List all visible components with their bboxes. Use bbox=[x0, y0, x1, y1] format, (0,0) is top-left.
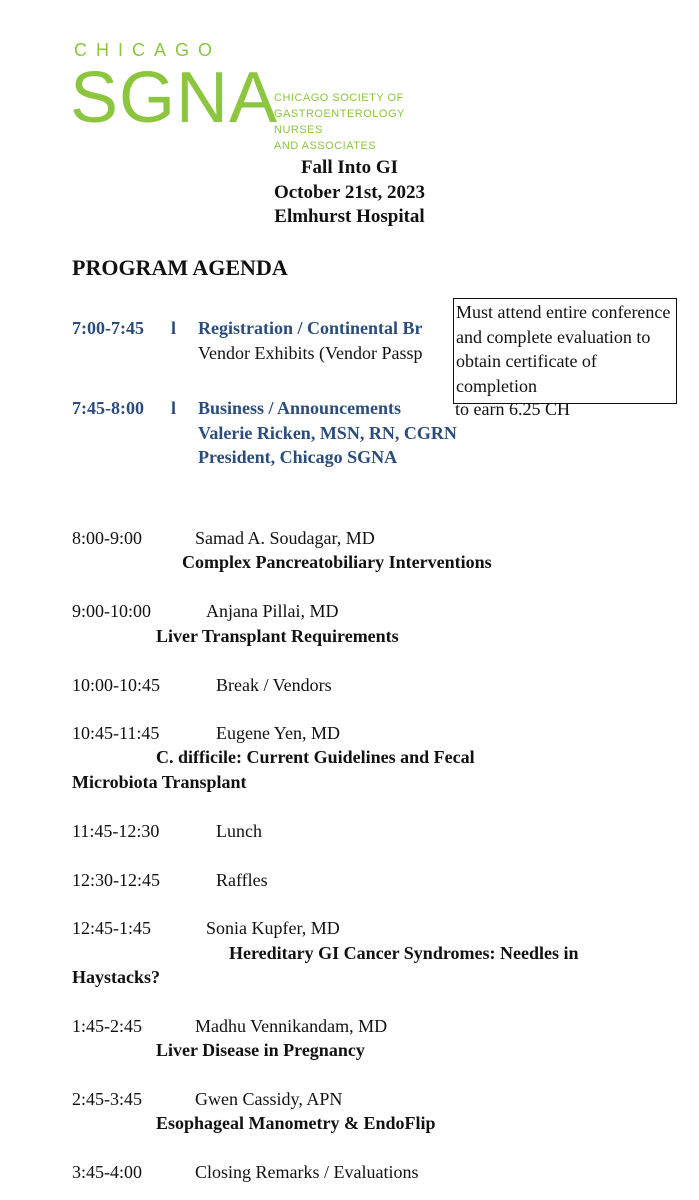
session-title: Liver Disease in Pregnancy bbox=[156, 1040, 365, 1060]
session-separator: l bbox=[171, 398, 177, 418]
session-time: 10:00-10:45 bbox=[72, 675, 160, 695]
session-time: 10:45-11:45 bbox=[72, 723, 160, 743]
logo-subtitle-line: CHICAGO SOCIETY OF bbox=[274, 92, 404, 104]
session-title: C. difficile: Current Guidelines and Fecal bbox=[156, 747, 475, 767]
session-speaker: Madhu Vennikandam, MD bbox=[195, 1016, 388, 1036]
session-time: 2:45-3:45 bbox=[72, 1089, 142, 1109]
session-speaker: Lunch bbox=[216, 821, 262, 841]
logo-acronym: SGNA bbox=[70, 58, 279, 138]
session-time: 12:30-12:45 bbox=[72, 870, 160, 890]
session-speaker: Valerie Ricken, MSN, RN, CGRN bbox=[198, 423, 457, 443]
session-title: Business / Announcements bbox=[198, 398, 402, 418]
session-title-continued: Microbiota Transplant bbox=[72, 772, 247, 792]
event-title: Fall Into GI bbox=[300, 157, 399, 178]
session-time: 7:00-7:45 bbox=[72, 318, 144, 338]
chicago-sgna-logo bbox=[70, 40, 438, 152]
session-speaker: Sonia Kupfer, MD bbox=[206, 918, 340, 938]
event-venue: Elmhurst Hospital bbox=[274, 206, 425, 227]
session-speaker: Closing Remarks / Evaluations bbox=[195, 1162, 419, 1182]
session-speaker: Break / Vendors bbox=[216, 675, 332, 695]
session-time: 11:45-12:30 bbox=[72, 821, 160, 841]
session-title: Complex Pancreatobiliary Interventions bbox=[182, 552, 492, 572]
session-time: 8:00-9:00 bbox=[72, 528, 142, 548]
session-title: Hereditary GI Cancer Syndromes: Needles in bbox=[229, 943, 579, 963]
session-speaker: Anjana Pillai, MD bbox=[206, 601, 339, 621]
event-date: October 21st, 2023 bbox=[273, 182, 426, 203]
session-time: 1:45-2:45 bbox=[72, 1016, 142, 1036]
session-time: 3:45-4:00 bbox=[72, 1162, 142, 1182]
session-title-continued: Haystacks? bbox=[72, 967, 161, 987]
session-title: Registration / Continental Br bbox=[198, 318, 423, 338]
session-title: Esophageal Manometry & EndoFlip bbox=[156, 1113, 436, 1133]
page-title: PROGRAM AGENDA bbox=[72, 255, 288, 280]
attendance-note-box: Must attend entire conference and complete evaluation to obtain certificate of completion bbox=[453, 298, 677, 404]
session-separator: l bbox=[171, 318, 177, 338]
logo-subtitle bbox=[274, 90, 438, 154]
logo-subtitle-line: AND ASSOCIATES bbox=[274, 140, 377, 152]
session-speaker: Raffles bbox=[216, 870, 268, 890]
session-time: 9:00-10:00 bbox=[72, 601, 151, 621]
session-speaker: Gwen Cassidy, APN bbox=[195, 1089, 343, 1109]
logo-subtitle-line: GASTROENTEROLOGY NURSES bbox=[274, 108, 405, 136]
attendance-note-tail: to earn 6.25 CH bbox=[455, 399, 570, 419]
session-speaker: Samad A. Soudagar, MD bbox=[195, 528, 375, 548]
session-time: 12:45-1:45 bbox=[72, 918, 151, 938]
session-speaker-role: President, Chicago SGNA bbox=[198, 447, 398, 467]
session-title: Liver Transplant Requirements bbox=[156, 626, 399, 646]
session-speaker: Eugene Yen, MD bbox=[216, 723, 340, 743]
session-subtitle: Vendor Exhibits (Vendor Passp bbox=[198, 343, 423, 363]
logo-city-text: CHICAGO bbox=[74, 40, 222, 60]
session-time: 7:45-8:00 bbox=[72, 398, 144, 418]
